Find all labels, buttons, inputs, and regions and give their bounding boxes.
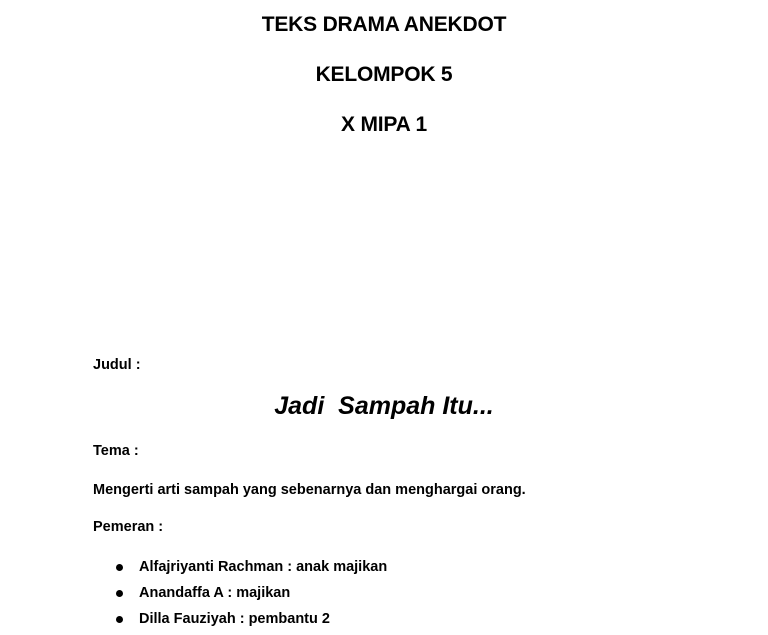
tema-text: Mengerti arti sampah yang sebenarnya dan menghargai orang. <box>93 482 526 498</box>
pemeran-label: Pemeran : <box>93 519 164 535</box>
document-heading: TEKS DRAMA ANEKDOT <box>261 13 507 36</box>
cast-member: Alfajriyanti Rachman : anak majikan <box>139 559 388 575</box>
list-item <box>113 583 387 609</box>
cast-list <box>113 557 387 635</box>
list-item <box>113 609 387 635</box>
list-item <box>113 557 387 583</box>
bullet-icon <box>116 590 123 597</box>
cast-member: Anandaffa A : majikan <box>139 585 291 601</box>
group-heading: KELOMPOK 5 <box>315 63 453 86</box>
judul-label: Judul : <box>93 357 141 373</box>
class-heading: X MIPA 1 <box>341 113 427 136</box>
tema-label: Tema : <box>93 443 139 459</box>
drama-title: Jadi Sampah Itu... <box>274 392 494 420</box>
bullet-icon <box>116 616 123 623</box>
cast-member: Dilla Fauziyah : pembantu 2 <box>139 611 330 627</box>
bullet-icon <box>116 564 123 571</box>
